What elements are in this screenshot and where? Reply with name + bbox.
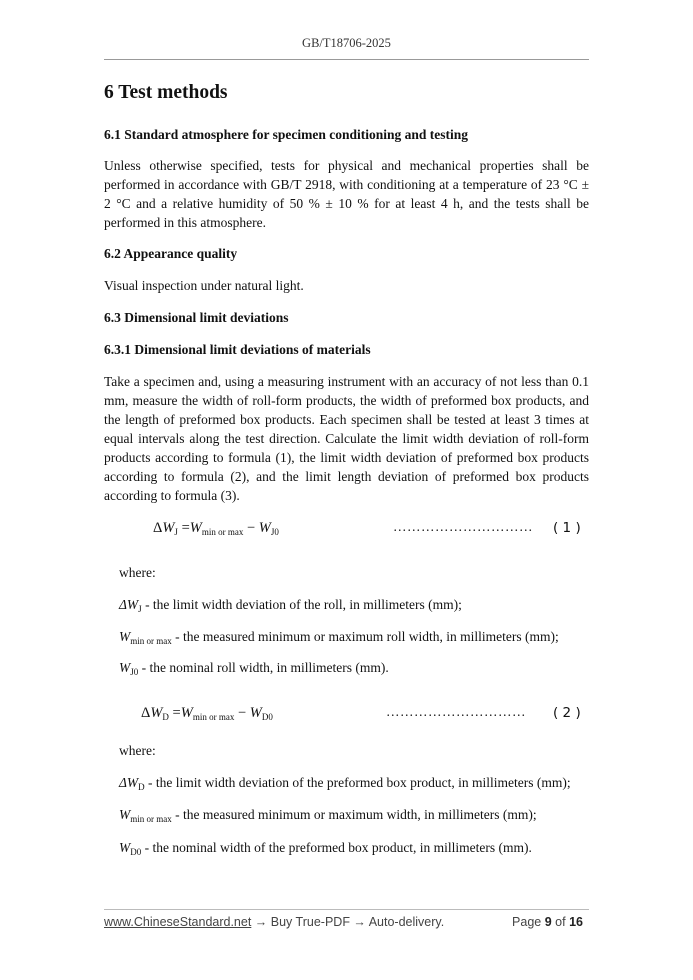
where-2-item-1-sub: D bbox=[138, 782, 145, 792]
section-title: 6 Test methods bbox=[104, 82, 228, 103]
formula-2-lhs-var: W bbox=[150, 705, 163, 721]
where-2-item-1-text: - the limit width deviation of the preformed box product, in millimeters (mm); bbox=[144, 775, 571, 790]
formula-2-minus: − bbox=[237, 705, 247, 721]
page-number: 9 bbox=[544, 915, 552, 929]
where-1-item-1-text: - the limit width deviation of the roll, in millimeters (mm); bbox=[141, 597, 462, 612]
of-word: of bbox=[555, 915, 566, 929]
where-2-item-1-symbol: ΔW bbox=[119, 775, 139, 790]
formula-2-lhs-sub: D bbox=[162, 712, 169, 722]
where-2-item-3-sub: D0 bbox=[130, 847, 142, 857]
formula-1-rhs1-var: W bbox=[189, 520, 202, 536]
auto-delivery-text: Auto-delivery. bbox=[368, 915, 445, 929]
where-1-item-3 bbox=[119, 660, 389, 677]
formula-2-delta: Δ bbox=[141, 705, 151, 721]
where-1-item-1-symbol: ΔW bbox=[119, 597, 139, 612]
formula-1-rhs2-var: W bbox=[258, 520, 271, 536]
formula-1-equals: = bbox=[181, 520, 190, 536]
where-2-item-2-symbol: W bbox=[119, 807, 131, 822]
formula-2-rhs1-sub: min or max bbox=[192, 712, 235, 722]
subsection-6-3-title: 6.3 Dimensional limit deviations bbox=[104, 310, 289, 325]
where-2-item-2 bbox=[119, 807, 537, 824]
formula-1-number: ( 1 ) bbox=[553, 520, 581, 536]
formula-1-minus: − bbox=[246, 520, 256, 536]
where-label-2: where: bbox=[119, 743, 156, 758]
page-word: Page bbox=[512, 915, 542, 929]
formula-2-number: ( 2 ) bbox=[553, 705, 581, 721]
where-1-item-1-sub: J bbox=[138, 604, 142, 614]
where-label-1: where: bbox=[119, 565, 156, 580]
formula-1-delta: Δ bbox=[153, 520, 163, 536]
where-1-item-3-symbol: W bbox=[119, 660, 131, 675]
where-1-item-3-text: - the nominal roll width, in millimeters (mm). bbox=[138, 660, 389, 675]
where-1-item-2-symbol: W bbox=[119, 629, 131, 644]
subsection-6-2-text: Visual inspection under natural light. bbox=[104, 278, 304, 293]
where-1-item-2-text: - the measured minimum or maximum roll width, in millimeters (mm); bbox=[171, 629, 559, 644]
where-1-item-2 bbox=[119, 629, 559, 646]
arrow-icon: → bbox=[251, 915, 271, 929]
formula-2-rhs1-var: W bbox=[180, 705, 193, 721]
page-total: 16 bbox=[569, 915, 583, 929]
page-header: GB/T18706-2025 bbox=[302, 36, 391, 50]
subsection-6-1-text: Unless otherwise specified, tests for physical and mechanical properties shall be performed in accordance with GB/T 2918, with conditioning at a temperature of 23 °C ± 2 °C and a relative humidity of 50 % ± 10 % for at least 4 h, and the tests shall be performed in this atmosphere. bbox=[104, 158, 589, 230]
formula-1-lhs-var: W bbox=[162, 520, 175, 536]
where-2-item-3-symbol: W bbox=[119, 840, 131, 855]
formula-1-rhs2-sub: J0 bbox=[270, 527, 279, 537]
where-1-item-1 bbox=[119, 597, 462, 614]
footer-promo bbox=[104, 915, 444, 929]
header-divider bbox=[104, 59, 589, 60]
formula-2 bbox=[141, 705, 273, 722]
formula-1-rhs1-sub: min or max bbox=[201, 527, 244, 537]
subsection-6-3-1-text: Take a specimen and, using a measuring instrument with an accuracy of not less than 0.1 mm, measure the width of roll-form products, the width of preformed box products, and the length of preformed box products. Each specimen shall be tested at least 3 times at equal intervals along the test direction. Calculate the limit width deviation of roll-form products according to formula (1), the limit width deviation of preformed box products according to formula (2), and the limit length deviation of preformed box products according to formula (3). bbox=[104, 374, 589, 503]
where-2-item-3 bbox=[119, 840, 532, 857]
site-link[interactable]: www.ChineseStandard.net bbox=[104, 915, 252, 929]
arrow-icon: → bbox=[349, 915, 369, 929]
formula-2-rhs2-sub: D0 bbox=[261, 712, 273, 722]
where-1-item-3-sub: J0 bbox=[130, 667, 139, 677]
where-2-item-2-text: - the measured minimum or maximum width, in millimeters (mm); bbox=[171, 807, 537, 822]
formula-2-equals: = bbox=[172, 705, 181, 721]
formula-2-leader-dots: ………………………… bbox=[386, 704, 526, 719]
where-1-item-2-sub: min or max bbox=[130, 636, 172, 646]
buy-pdf-text: Buy True-PDF bbox=[270, 915, 350, 929]
formula-1-lhs-sub: J bbox=[174, 527, 178, 537]
where-2-item-2-sub: min or max bbox=[130, 814, 172, 824]
where-2-item-1 bbox=[119, 775, 571, 792]
subsection-6-2-title: 6.2 Appearance quality bbox=[104, 246, 238, 261]
formula-2-rhs2-var: W bbox=[249, 705, 262, 721]
formula-1 bbox=[153, 520, 279, 537]
page-counter bbox=[512, 915, 583, 929]
subsection-6-3-1-title: 6.3.1 Dimensional limit deviations of materials bbox=[104, 342, 371, 357]
formula-1-leader-dots: ………………………… bbox=[393, 519, 533, 534]
where-2-item-3-text: - the nominal width of the preformed box product, in millimeters (mm). bbox=[141, 840, 532, 855]
subsection-6-1-title: 6.1 Standard atmosphere for specimen conditioning and testing bbox=[104, 127, 469, 142]
footer-divider bbox=[104, 909, 589, 910]
